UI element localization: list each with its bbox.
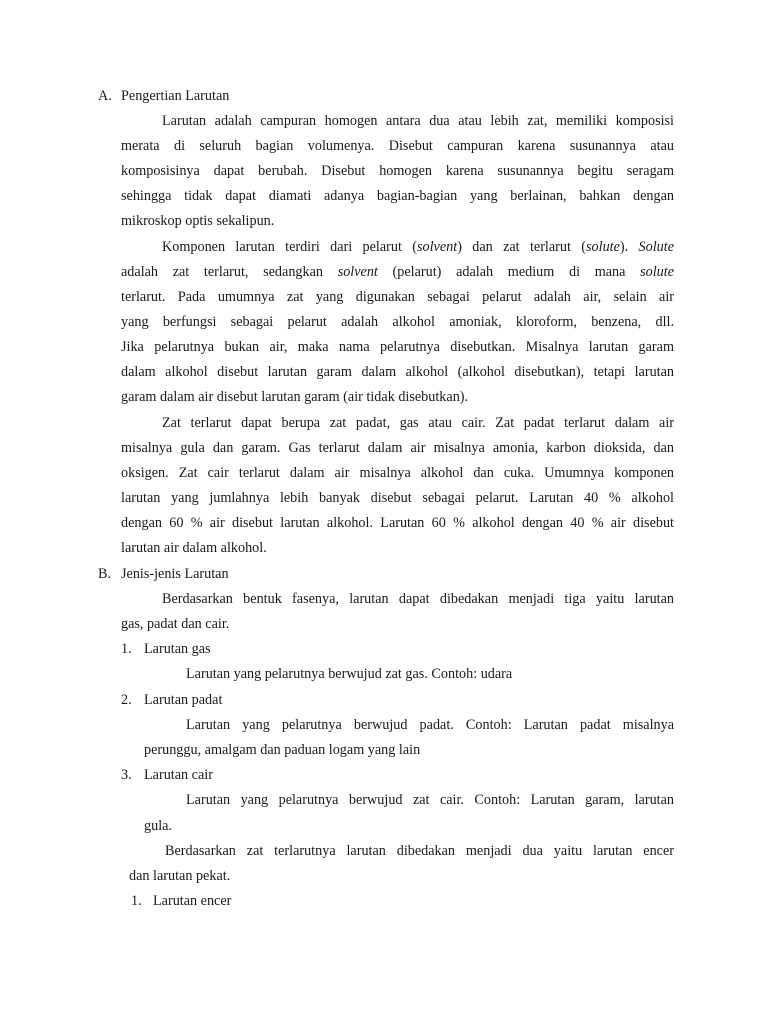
paragraph-3-line-4: larutan yang jumlahnya lebih banyak disebut sebagai pelarut. Larutan 40 % alkohol — [121, 490, 674, 506]
section-a-marker: A. — [98, 88, 112, 104]
paragraph-2-line-4: yang berfungsi sebagai pelarut adalah alkohol amoniak, kloroform, benzena, dll. — [121, 314, 674, 330]
paragraph-2-line-2: adalah zat terlarut, sedangkan solvent (pelarut) adalah medium di mana solute — [121, 264, 674, 280]
list-item-text: Larutan yang pelarutnya berwujud zat gas. Contoh: udara — [186, 666, 513, 682]
section-b-second-intro-line-2: dan larutan pekat. — [129, 868, 231, 884]
paragraph-3-line-5: dengan 60 % air disebut larutan alkohol. Larutan 60 % alkohol dengan 40 % air disebut — [121, 515, 674, 531]
paragraph-1-line-1: Larutan adalah campuran homogen antara dua atau lebih zat, memiliki komposisi — [162, 113, 674, 129]
paragraph-1-line-2: merata di seluruh bagian volumenya. Disebut campuran karena susunannya atau — [121, 138, 674, 154]
list-item-title: Larutan cair — [144, 767, 213, 783]
paragraph-3-line-3: oksigen. Zat cair terlarut dalam air misalnya alkohol dan cuka. Umumnya komponen — [121, 465, 674, 481]
list-item-text: gula. — [144, 818, 172, 834]
paragraph-2-line-6: dalam alkohol disebut larutan garam dalam alkohol (alkohol disebutkan), tetapi larutan — [121, 364, 674, 380]
italic-term-solvent: solvent — [337, 264, 378, 280]
list-item-text: Larutan yang pelarutnya berwujud padat. Contoh: Larutan padat misalnya — [186, 717, 674, 733]
paragraph-1-line-3: komposisinya dapat berubah. Disebut homogen karena susunannya begitu seragam — [121, 163, 674, 179]
italic-term-solute: solute — [640, 264, 674, 280]
list-item-number: 1. — [131, 893, 142, 909]
section-b-intro-line-2: gas, padat dan cair. — [121, 616, 230, 632]
paragraph-3-line-6: larutan air dalam alkohol. — [121, 540, 267, 556]
section-b-marker: B. — [98, 566, 112, 582]
list-item-text: Larutan yang pelarutnya berwujud zat cair. Contoh: Larutan garam, larutan — [186, 792, 674, 808]
paragraph-1-line-4: sehingga tidak dapat diamati adanya bagian-bagian yang berlainan, bahkan dengan — [121, 188, 674, 204]
section-a-heading: Pengertian Larutan — [121, 88, 230, 104]
list-item-title: Larutan encer — [153, 893, 232, 909]
italic-term-solute: Solute — [638, 239, 674, 255]
section-b-second-intro-line-1: Berdasarkan zat terlarutnya larutan dibedakan menjadi dua yaitu larutan encer — [165, 843, 674, 859]
paragraph-2-line-3: terlarut. Pada umumnya zat yang digunakan sebagai pelarut adalah air, selain air — [121, 289, 674, 305]
italic-term-solvent: solvent — [417, 239, 458, 255]
paragraph-2-line-7: garam dalam air disebut larutan garam (air tidak disebutkan). — [121, 389, 469, 405]
paragraph-1-line-5: mikroskop optis sekalipun. — [121, 213, 275, 229]
paragraph-2-line-1: Komponen larutan terdiri dari pelarut (solvent) dan zat terlarut (solute). Solute — [162, 239, 674, 255]
italic-term-solute: solute — [586, 239, 620, 255]
list-item-number: 1. — [121, 641, 132, 657]
section-b-intro-line-1: Berdasarkan bentuk fasenya, larutan dapat dibedakan menjadi tiga yaitu larutan — [162, 591, 674, 607]
list-item-title: Larutan gas — [144, 641, 211, 657]
list-item-text: perunggu, amalgam dan paduan logam yang lain — [144, 742, 421, 758]
paragraph-3-line-1: Zat terlarut dapat berupa zat padat, gas atau cair. Zat padat terlarut dalam air — [162, 415, 674, 431]
paragraph-2-line-5: Jika pelarutnya bukan air, maka nama pelarutnya disebutkan. Misalnya larutan garam — [121, 339, 674, 355]
section-b-heading: Jenis-jenis Larutan — [121, 566, 229, 582]
paragraph-3-line-2: misalnya gula dan garam. Gas terlarut dalam air misalnya amonia, karbon dioksida, dan — [121, 440, 674, 456]
list-item-number: 3. — [121, 767, 132, 783]
list-item-title: Larutan padat — [144, 692, 223, 708]
list-item-number: 2. — [121, 692, 132, 708]
